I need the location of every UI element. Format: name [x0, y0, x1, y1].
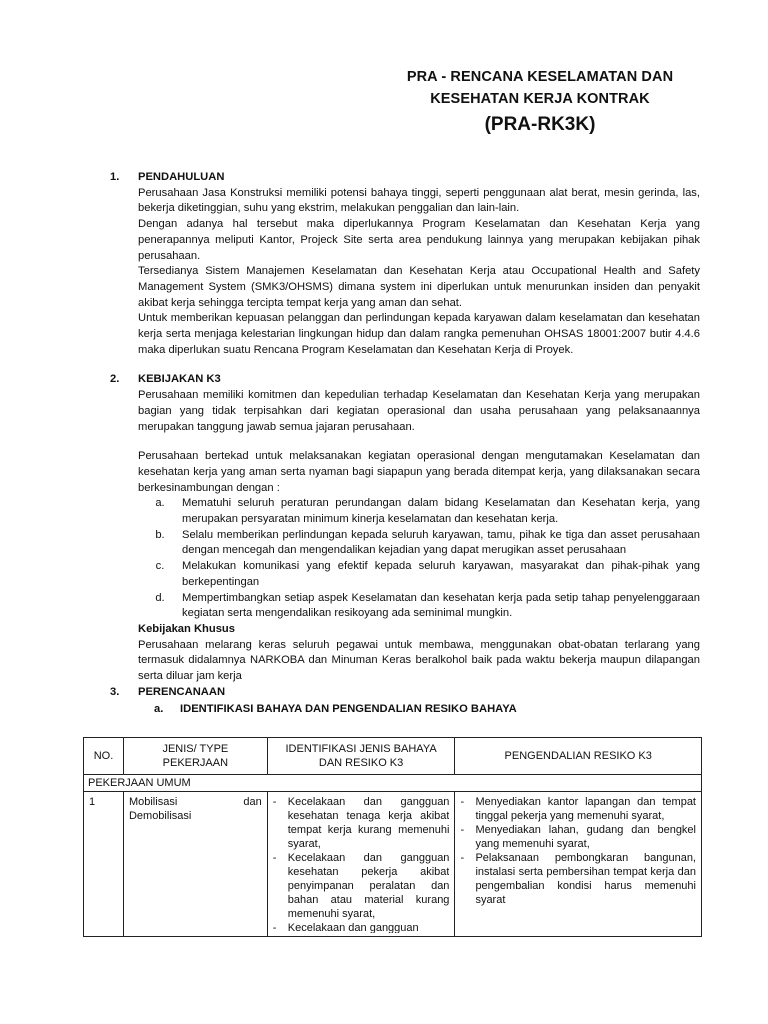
table-row: [84, 792, 702, 937]
control-text: Menyediakan kantor lapangan dan tempat tinggal pekerja yang memenuhi syarat,: [475, 796, 696, 822]
special-policy-text: Perusahaan melarang keras seluruh pegawai untuk membawa, menggunakan obat-obatan terlarang yang termasuk didalamnya NARKOBA dan Minuman Keras beralkohol baik pada waktu bekerja maupun dilapangan serta diluar jam kerja: [138, 638, 700, 683]
list-marker: b.: [155, 528, 165, 541]
document-title: [370, 66, 710, 138]
header-hazard-identification: IDENTIFIKASI JENIS BAHAYA DAN RESIKO K3: [267, 738, 455, 775]
paragraph: Perusahaan Jasa Konstruksi memiliki potensi bahaya tinggi, seperti penggunaan alat berat, mesin gerinda, las, bekerja diketinggian, suhu yang ekstrim, melakukan penggalian dan lain-lain.: [138, 186, 700, 215]
document-body: [110, 170, 700, 717]
header-job-type: JENIS/ TYPE PEKERJAAN: [123, 738, 267, 775]
cell-controls: [455, 792, 702, 937]
list-item-text: Melakukan komunikasi yang efektif kepada seluruh karyawan, masyarakat dan pihak-pihak yang berkepentingan: [182, 560, 700, 588]
cell-job: Mobilisasi dan Demobilisasi: [123, 792, 267, 937]
header-no: NO.: [84, 738, 124, 775]
header-risk-control: PENGENDALIAN RESIKO K3: [455, 738, 702, 775]
section-title: PENDAHULUAN: [138, 171, 225, 183]
table-group-row: [84, 775, 702, 792]
bullet-marker: -: [272, 922, 277, 933]
paragraph: Perusahaan bertekad untuk melaksanakan kegiatan operasional dengan mengutamakan Keselamatan dan kesehatan kerja yang aman serta nyaman bagi siapapun yang berada ditempat kerja, yang dilaksanakan secara berkesinambungan dengan :: [138, 450, 700, 494]
section-heading-kebijakan: [110, 372, 700, 388]
bullet-marker: -: [272, 796, 277, 808]
cell-hazards: [267, 792, 455, 937]
list-item: [138, 591, 700, 622]
section-title: PERENCANAAN: [138, 685, 226, 698]
bullet-marker: -: [460, 824, 465, 836]
paragraph: Dengan adanya hal tersebut maka diperlukannya Program Keselamatan dan Kesehatan Kerja yang penerapannya meliputi Kantor, Projeck Site serta area pendukung lainnya yang merupakan kebijakan pihak perusahaan.: [138, 218, 700, 262]
bullet-marker: -: [460, 796, 465, 808]
section-number: 2.: [110, 373, 120, 386]
bullet-marker: -: [460, 852, 465, 864]
control-text: Pelaksanaan pembongkaran bangunan, instalasi serta pembersihan tempat kerja dan pengembalian kondisi harus memenuhi syarat: [475, 852, 696, 906]
control-text: Menyediakan lahan, gudang dan bengkel yang memenuhi syarat,: [475, 824, 696, 850]
list-marker: d.: [155, 591, 165, 604]
paragraph: Tersedianya Sistem Manajemen Keselamatan dan Kesehatan Kerja atau Occupational Health and Safety Management System (SMK3/OHSMS) dimana system ini diperlukan untuk menurunkan insiden dan penyakit akibat kerja sehingga tercipta tempat kerja yang aman dan sehat.: [138, 265, 700, 309]
list-item: [138, 528, 700, 559]
hazard-text: Kecelakaan dan gangguan kesehatan pekerja akibat penyimpanan peralatan dan bahan atau material kurang memenuhi syarat,: [287, 852, 450, 920]
hazard-text: Kecelakaan dan gangguan: [287, 922, 419, 933]
section-title: KEBIJAKAN K3: [138, 373, 221, 386]
subsection-marker: a.: [154, 702, 164, 715]
policy-list: [138, 496, 700, 622]
cell-no: 1: [84, 792, 124, 937]
group-label: PEKERJAAN UMUM: [84, 775, 702, 792]
control-item: [460, 823, 696, 851]
section-number: 1.: [110, 171, 120, 183]
paragraph: Perusahaan memiliki komitmen dan kepedulian terhadap Keselamatan dan Kesehatan Kerja yang merupakan bagian yang tidak terpisahkan dari kegiatan operasional dan usaha perusahaan yang pelaksanaannya merupakan tanggung jawab semua jajaran perusahaan.: [138, 389, 700, 433]
bullet-marker: -: [272, 852, 277, 864]
list-marker: a.: [155, 497, 165, 510]
section-heading-pendahuluan: [110, 170, 700, 186]
hazard-text: Kecelakaan dan gangguan kesehatan tenaga kerja akibat tempat kerja kurang memenuhi syarat,: [287, 796, 450, 850]
list-item-text: Mempertimbangkan setiap aspek Keselamatan dan kesehatan kerja pada setip tahap penyelenggaraan kegiatan serta mengendalikan resikoyang ada seminimal mungkin.: [182, 591, 700, 620]
section-number: 3.: [110, 685, 120, 698]
list-item: [138, 496, 700, 527]
list-item-text: Mematuhi seluruh peraturan perundangan dalam bidang Keselamatan dan Kesehatan kerja, yang merupakan persyaratan minimum kinerja keselamatan dan kesehatan kerja.: [182, 497, 700, 526]
title-line-2: KESEHATAN KERJA KONTRAK: [430, 91, 650, 107]
special-policy-title: Kebijakan Khusus: [138, 622, 235, 635]
list-item-text: Selalu memberikan perlindungan kepada seluruh karyawan, tamu, pihak ke tiga dan asset perusahaan dengan mencegah dan mengendalikan kejadian yang dapat merugikan asset perusahaan: [182, 528, 700, 557]
hazard-item: [273, 795, 450, 851]
list-item: [138, 559, 700, 590]
table-header-row: [84, 738, 702, 775]
control-item: [460, 795, 696, 823]
risk-table: [83, 737, 702, 937]
subsection-heading: [154, 702, 700, 718]
section-heading-perencanaan: [110, 685, 700, 701]
list-marker: c.: [155, 560, 165, 573]
hazard-item: [273, 851, 450, 921]
title-code: (PRA-RK3K): [484, 114, 596, 135]
hazard-item: [273, 921, 450, 933]
paragraph: Untuk memberikan kepuasan pelanggan dan perlindungan kepada karyawan dalam keselamatan dan kesehatan kerja serta menjaga kelestarian lingkungan hidup dan dalam rangka pemenuhan OHSAS 18001:2007 butir 4.4.6 maka diperlukan suatu Rencana Program Keselamatan dan Kesehatan Kerja di Proyek.: [138, 312, 700, 356]
control-item: [460, 851, 696, 907]
title-line-1: PRA - RENCANA KESELAMATAN DAN: [406, 69, 674, 85]
subsection-title: IDENTIFIKASI BAHAYA DAN PENGENDALIAN RESIKO BAHAYA: [180, 702, 517, 715]
